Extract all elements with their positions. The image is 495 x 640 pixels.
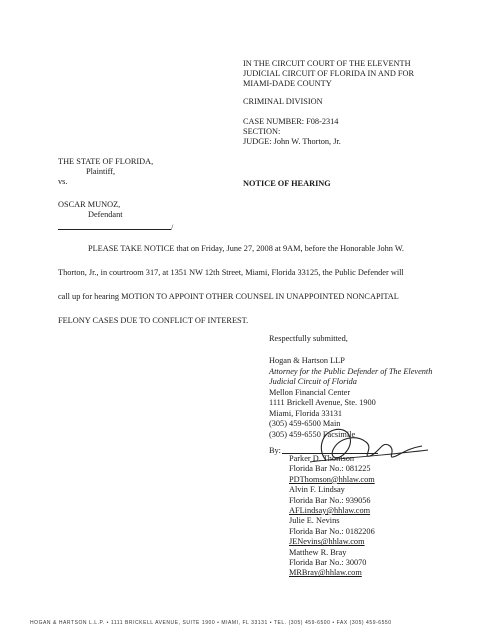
lawyer-bar: Florida Bar No.: 0182206 (289, 526, 375, 536)
lawyer-bar: Florida Bar No.: 939056 (289, 495, 371, 505)
lawyer-bar: Florida Bar No.: 30070 (289, 557, 367, 567)
lawyer-name: Julie E. Nevins (289, 516, 340, 526)
firm-phone: (305) 459-6500 Main (269, 419, 341, 428)
firm-street: 1111 Brickell Avenue, Ste. 1900 (269, 398, 376, 407)
closing: Respectfully submitted, (269, 334, 348, 343)
plaintiff-block (58, 157, 153, 188)
lawyer-bar: Florida Bar No.: 081225 (289, 464, 371, 474)
court-line: JUDICIAL CIRCUIT OF FLORIDA IN AND FOR (243, 69, 415, 79)
firm-name: Hogan & Hartson LLP (269, 356, 345, 365)
lawyer-name: Parker D. Thomson (289, 454, 355, 463)
court-line: MIAMI-DADE COUNTY (243, 79, 332, 89)
lawyer-email[interactable]: AFLindsay@hhlaw.com (289, 505, 371, 515)
case-number: CASE NUMBER: F08-2314 (243, 117, 339, 126)
lawyer-name: Alvin F. Lindsay (289, 485, 345, 495)
attorney-for-line-1: Attorney for the Public Defender of The Eleventh (269, 366, 433, 376)
plaintiff-role: Plaintiff, (86, 167, 116, 177)
attorney-for-line-2: Judicial Circuit of Florida (269, 377, 357, 386)
body-line-1: PLEASE TAKE NOTICE that on Friday, June 27, 2008 at 9AM, before the Honorable John W. (88, 244, 404, 253)
blank-rule (58, 221, 174, 232)
lawyer-email[interactable]: PDThomson@hhlaw.com (289, 474, 375, 484)
lawyer-email[interactable]: JENevins@hhlaw.com (289, 537, 365, 547)
judge: JUDGE: John W. Thorton, Jr. (243, 137, 341, 147)
defendant-role: Defendant (88, 210, 123, 220)
body-line-3: call up for hearing MOTION TO APPOINT OTHER COUNSEL IN UNAPPOINTED NONCAPITAL (58, 292, 399, 301)
by-label: By: (269, 446, 281, 455)
defendant-block (58, 200, 123, 220)
defendant-name: OSCAR MUNOZ, (58, 200, 121, 209)
document-title: NOTICE OF HEARING (243, 179, 331, 188)
caption-closing-line (58, 221, 173, 233)
body-line-2: Thorton, Jr., in courtroom 317, at 1351 NW 12th Street, Miami, Florida 33125, the Public Defender will (58, 268, 404, 277)
firm-city: Miami, Florida 33131 (269, 408, 343, 418)
division: CRIMINAL DIVISION (243, 97, 323, 106)
lawyer-name: Matthew R. Bray (289, 547, 347, 557)
versus: vs. (58, 177, 68, 187)
court-caption (243, 59, 414, 90)
firm-fax: (305) 459-6550 Facsimile (269, 429, 356, 439)
lawyer-email[interactable]: MRBray@hhlaw.com (289, 568, 362, 578)
case-info (243, 117, 341, 148)
page-footer: HOGAN & HARTSON L.L.P. • 1111 BRICKELL AVENUE, SUITE 1900 • MIAMI, FL 33131 • TEL. (305) 459-6500 • FAX (305) 459-6550 (30, 620, 392, 626)
body-line-4: FELONY CASES DUE TO CONFLICT OF INTEREST. (58, 316, 249, 325)
caption-slash: / (171, 223, 174, 232)
court-line: IN THE CIRCUIT COURT OF THE ELEVENTH (243, 59, 411, 68)
firm-building: Mellon Financial Center (269, 387, 351, 397)
section: SECTION: (243, 127, 281, 137)
plaintiff-name: THE STATE OF FLORIDA, (58, 157, 154, 166)
lawyers-list (289, 454, 375, 579)
